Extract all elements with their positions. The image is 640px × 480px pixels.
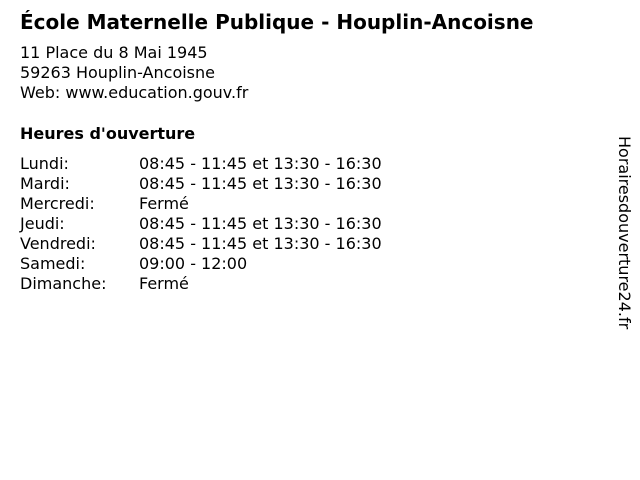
hours-time: Fermé bbox=[139, 274, 189, 293]
hours-time: Fermé bbox=[139, 194, 189, 213]
hours-heading: Heures d'ouverture bbox=[20, 124, 196, 143]
address-block bbox=[20, 43, 248, 103]
hours-row-friday bbox=[20, 234, 382, 254]
address-street: 11 Place du 8 Mai 1945 bbox=[20, 43, 208, 62]
hours-time: 08:45 - 11:45 et 13:30 - 16:30 bbox=[139, 234, 382, 253]
address-web: Web: www.education.gouv.fr bbox=[20, 83, 249, 102]
school-title: École Maternelle Publique - Houplin-Ancoisne bbox=[20, 10, 534, 34]
hours-table bbox=[20, 154, 382, 294]
hours-day: Dimanche: bbox=[20, 274, 107, 293]
hours-day: Mardi: bbox=[20, 174, 70, 193]
hours-row-wednesday bbox=[20, 194, 382, 214]
hours-day: Vendredi: bbox=[20, 234, 96, 253]
site-brand-watermark: Horairesdouverture24.fr bbox=[615, 136, 634, 330]
hours-time: 08:45 - 11:45 et 13:30 - 16:30 bbox=[139, 214, 382, 233]
hours-day: Mercredi: bbox=[20, 194, 95, 213]
hours-time: 08:45 - 11:45 et 13:30 - 16:30 bbox=[139, 154, 382, 173]
hours-row-sunday bbox=[20, 274, 382, 294]
hours-row-thursday bbox=[20, 214, 382, 234]
hours-row-tuesday bbox=[20, 174, 382, 194]
hours-day: Samedi: bbox=[20, 254, 86, 273]
hours-row-saturday bbox=[20, 254, 382, 274]
hours-row-monday bbox=[20, 154, 382, 174]
hours-time: 08:45 - 11:45 et 13:30 - 16:30 bbox=[139, 174, 382, 193]
hours-day: Jeudi: bbox=[20, 214, 65, 233]
address-city: 59263 Houplin-Ancoisne bbox=[20, 63, 215, 82]
hours-day: Lundi: bbox=[20, 154, 69, 173]
hours-time: 09:00 - 12:00 bbox=[139, 254, 248, 273]
